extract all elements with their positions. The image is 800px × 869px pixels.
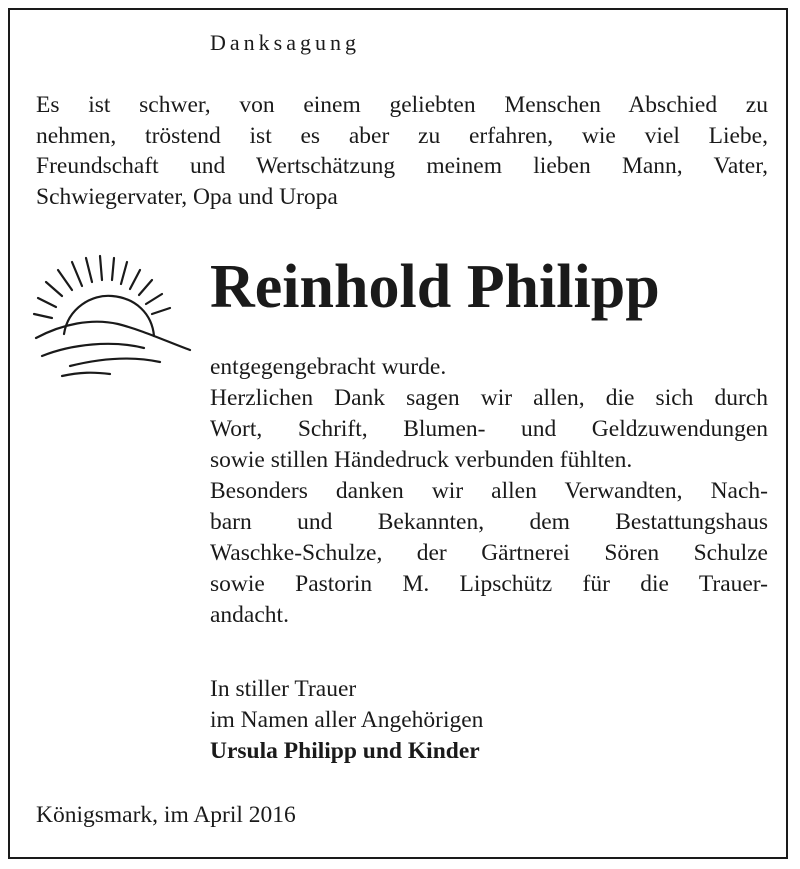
intro-line: Es ist schwer, von einem geliebten Menschen Abschied zu (36, 92, 768, 118)
thanks-line: Herzlichen Dank sagen wir allen, die sich durch (210, 385, 768, 411)
thanks-line: entgegengebracht wurde. (210, 354, 447, 380)
thanks-line: andacht. (210, 602, 289, 628)
thanks-line: sowie stillen Händedruck verbunden fühlten. (210, 447, 633, 473)
intro-line: Schwiegervater, Opa und Uropa (36, 183, 338, 210)
place-date: Königsmark, im April 2016 (36, 802, 296, 828)
notice-title: Danksagung (210, 30, 360, 55)
signature-signers: Ursula Philipp und Kinder (210, 738, 480, 764)
intro-line: nehmen, tröstend ist es aber zu erfahren, wie viel Liebe, (36, 122, 768, 149)
sunrise-over-hills-icon (32, 252, 194, 384)
thanks-line: Waschke-Schulze, der Gärtnerei Sören Schulze (210, 540, 768, 566)
thanks-line: barn und Bekannten, dem Bestattungshaus (210, 509, 768, 535)
intro-paragraph (36, 90, 768, 212)
thanks-line: sowie Pastorin M. Lipschütz für die Trauer- (210, 571, 768, 597)
signature-block (210, 674, 483, 767)
thanks-line: Wort, Schrift, Blumen- und Geldzuwendungen (210, 416, 768, 442)
intro-line: Freundschaft und Wertschätzung meinem lieben Mann, Vater, (36, 153, 768, 179)
deceased-name: Reinhold Philipp (210, 253, 660, 321)
signature-mourning: In stiller Trauer (210, 676, 357, 702)
thanks-line: Besonders danken wir allen Verwandten, Nach- (210, 478, 768, 504)
signature-relatives: im Namen aller Angehörigen (210, 707, 484, 733)
thanks-paragraph (210, 352, 768, 631)
